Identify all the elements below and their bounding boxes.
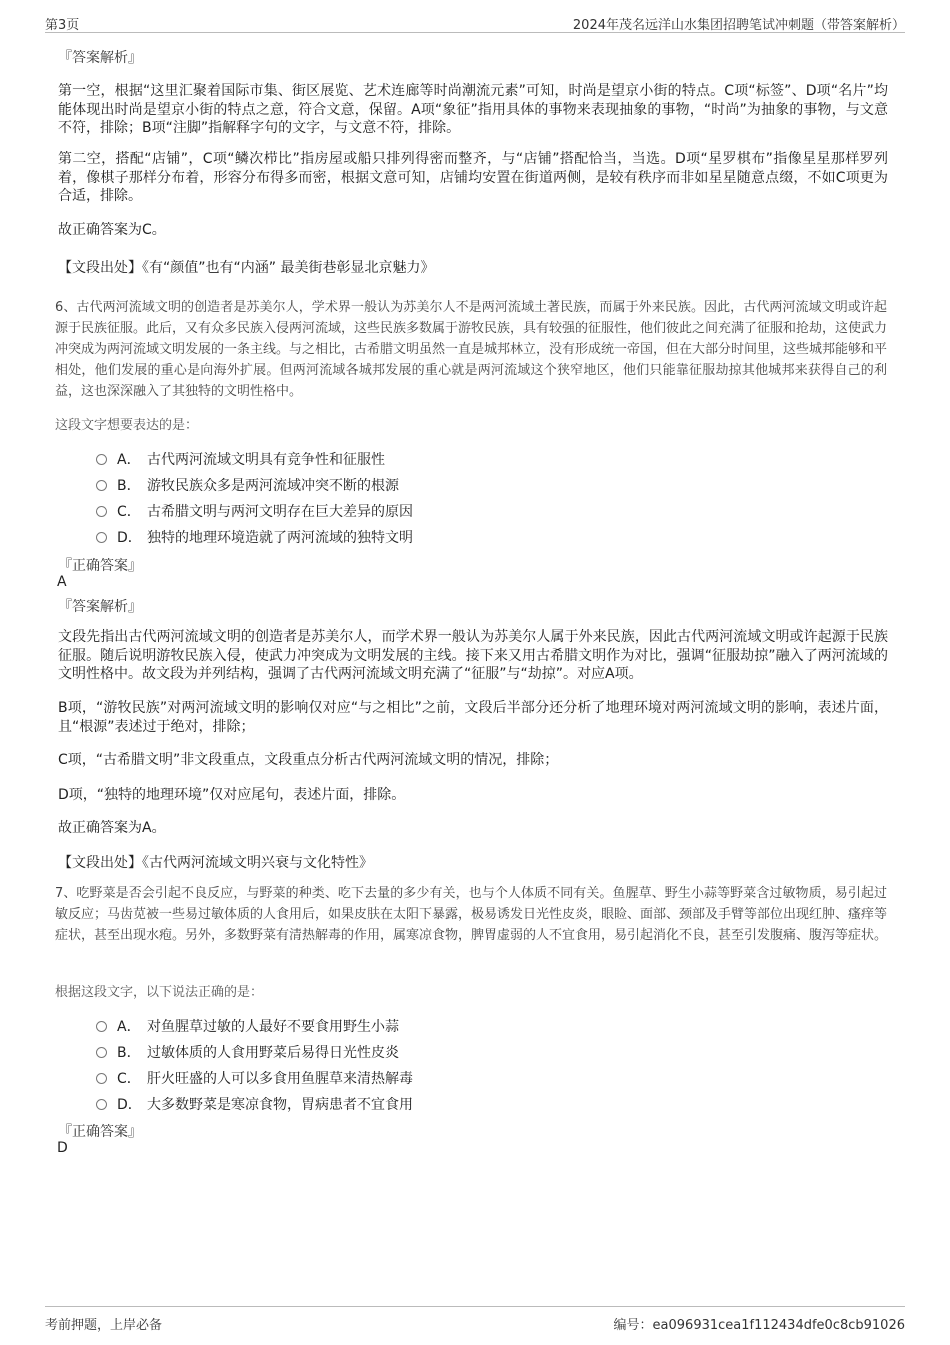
option-text: 独特的地理环境造就了两河流域的独特文明	[147, 530, 413, 546]
q6-source: 【文段出处】《古代两河流域文明兴衰与文化特性》	[58, 855, 373, 871]
q7-option-b[interactable]	[96, 1042, 399, 1062]
q7-prompt: 根据这段文字，以下说法正确的是：	[55, 985, 264, 1000]
option-text: 古代两河流域文明具有竞争性和征服性	[147, 452, 385, 468]
radio-icon[interactable]	[96, 454, 107, 465]
radio-icon[interactable]	[96, 1021, 107, 1032]
option-letter: D．	[117, 1097, 142, 1113]
option-letter: B．	[117, 478, 141, 494]
page-number: 第3页	[45, 18, 80, 33]
q6-option-c[interactable]	[96, 501, 413, 521]
q6-analysis-para-2: B项，“游牧民族”对两河流域文明的影响仅对应“与之相比”之前，文段后半部分还分析了地理环境对两河流域文明的影响，表述片面，且“根源”表述过于绝对，排除；	[58, 700, 888, 735]
q7-stem: 7、吃野菜是否会引起不良反应，与野菜的种类、吃下去量的多少有关，也与个人体质不同有关。鱼腥草、野生小蒜等野菜含过敏物质，易引起过敏反应；马齿苋被一些易过敏体质的人食用后，如果皮肤在太阳下暴露，极易诱发日光性皮炎，眼睑、面部、颈部及手臂等部位出现红肿、瘙痒等症状，甚至出现水疱。另外，多数野菜有清热解毒的作用，属寒凉食物，脾胃虚弱的人不宜食用，易引起消化不良，甚至引发腹痛、腹泻等症状。	[55, 886, 888, 943]
option-text: 过敏体质的人食用野菜后易得日光性皮炎	[147, 1045, 399, 1061]
q6-analysis-conclusion: 故正确答案为A。	[58, 820, 166, 836]
q6-analysis-para-4: D项，“独特的地理环境”仅对应尾句，表述片面，排除。	[58, 787, 406, 803]
q6-answer: A	[57, 574, 67, 590]
option-letter: A．	[117, 1019, 141, 1035]
option-text: 古希腊文明与两河文明存在巨大差异的原因	[147, 504, 413, 520]
q7-answer: D	[57, 1140, 68, 1156]
q7-option-a[interactable]	[96, 1016, 399, 1036]
option-letter: B．	[117, 1045, 141, 1061]
q7-answer-label: 『正确答案』	[58, 1124, 142, 1140]
q5-analysis-conclusion: 故正确答案为C。	[58, 222, 166, 238]
q6-option-a[interactable]	[96, 449, 385, 469]
page-footer	[45, 1306, 905, 1333]
q6-option-b[interactable]	[96, 475, 399, 495]
footer-slogan: 考前押题，上岸必备	[45, 1318, 163, 1333]
q5-analysis-para-2: 第二空，搭配“店铺”，C项“鳞次栉比”指房屋或船只排列得密而整齐，与“店铺”搭配恰当，当选。D项“星罗棋布”指像星星那样罗列着，像棋子那样分布着，形容分布得多而密，根据文意可知，店铺均安置在街道两侧，是较有秩序而非如星星随意点缀，不如C项更为合适，排除。	[58, 151, 888, 204]
option-text: 游牧民族众多是两河流域冲突不断的根源	[147, 478, 399, 494]
q6-stem: 6、古代两河流域文明的创造者是苏美尔人，学术界一般认为苏美尔人不是两河流域土著民族，而属于外来民族。因此，古代两河流域文明或许起源于民族征服。此后，又有众多民族入侵两河流域，这些民族多数属于游牧民族，具有较强的征服性，他们彼此之间充满了征服和抢劫，这使武力冲突成为两河流域文明发展的一条主线。与之相比，古希腊文明虽然一直是城邦林立，没有形成统一帝国，但在大部分时间里，这些城邦能够和平相处，他们发展的重心是向海外扩展。但两河流域各城邦发展的重心就是两河流域这个狭窄地区，他们只能靠征服劫掠其他城邦来获得自己的利益，这也深深融入了其独特的文明性格中。	[55, 300, 888, 399]
q6-option-d[interactable]	[96, 527, 413, 547]
q5-analysis-para-1: 第一空，根据“这里汇聚着国际市集、街区展览、艺术连廊等时尚潮流元素”可知，时尚是望京小街的特点。C项“标签”、D项“名片”均能体现出时尚是望京小街的特点之意，符合文意，保留。A项“象征”指用具体的事物来表现抽象的事物，“时尚”为抽象的事物，与文意不符，排除；B项“注脚”指解释字句的文字，与文意不符，排除。	[58, 83, 888, 136]
option-letter: A．	[117, 452, 141, 468]
radio-icon[interactable]	[96, 480, 107, 491]
document-code: 编号：ea096931cea1f112434dfe0c8cb91026	[613, 1318, 905, 1333]
q7-option-d[interactable]	[96, 1094, 413, 1114]
option-text: 肝火旺盛的人可以多食用鱼腥草来清热解毒	[147, 1071, 413, 1087]
q6-analysis-label: 『答案解析』	[58, 599, 142, 615]
radio-icon[interactable]	[96, 506, 107, 517]
page-header	[45, 10, 905, 33]
q5-analysis-label: 『答案解析』	[58, 50, 142, 66]
option-letter: D．	[117, 530, 142, 546]
q6-answer-label: 『正确答案』	[58, 558, 142, 574]
option-letter: C．	[117, 1071, 141, 1087]
option-letter: C．	[117, 504, 141, 520]
q7-option-c[interactable]	[96, 1068, 413, 1088]
q5-source: 【文段出处】《有“颜值”也有“内涵” 最美街巷彰显北京魅力》	[58, 260, 435, 276]
radio-icon[interactable]	[96, 1073, 107, 1084]
q6-prompt: 这段文字想要表达的是：	[55, 418, 199, 433]
option-text: 对鱼腥草过敏的人最好不要食用野生小蒜	[147, 1019, 399, 1035]
q6-analysis-para-3: C项，“古希腊文明”非文段重点，文段重点分析古代两河流域文明的情况，排除；	[58, 752, 559, 768]
radio-icon[interactable]	[96, 1099, 107, 1110]
radio-icon[interactable]	[96, 532, 107, 543]
radio-icon[interactable]	[96, 1047, 107, 1058]
option-text: 大多数野菜是寒凉食物，胃病患者不宜食用	[147, 1097, 413, 1113]
q6-analysis-para-1: 文段先指出古代两河流域文明的创造者是苏美尔人，而学术界一般认为苏美尔人属于外来民族，因此古代两河流域文明或许起源于民族征服。随后说明游牧民族入侵，使武力冲突成为文明发展的主线。接下来又用古希腊文明作为对比，强调“征服劫掠”融入了两河流域的文明性格中。故文段为并列结构，强调了古代两河流域文明充满了“征服”与“劫掠”。对应A项。	[58, 629, 888, 682]
document-title: 2024年茂名远洋山水集团招聘笔试冲刺题（带答案解析）	[572, 18, 905, 33]
